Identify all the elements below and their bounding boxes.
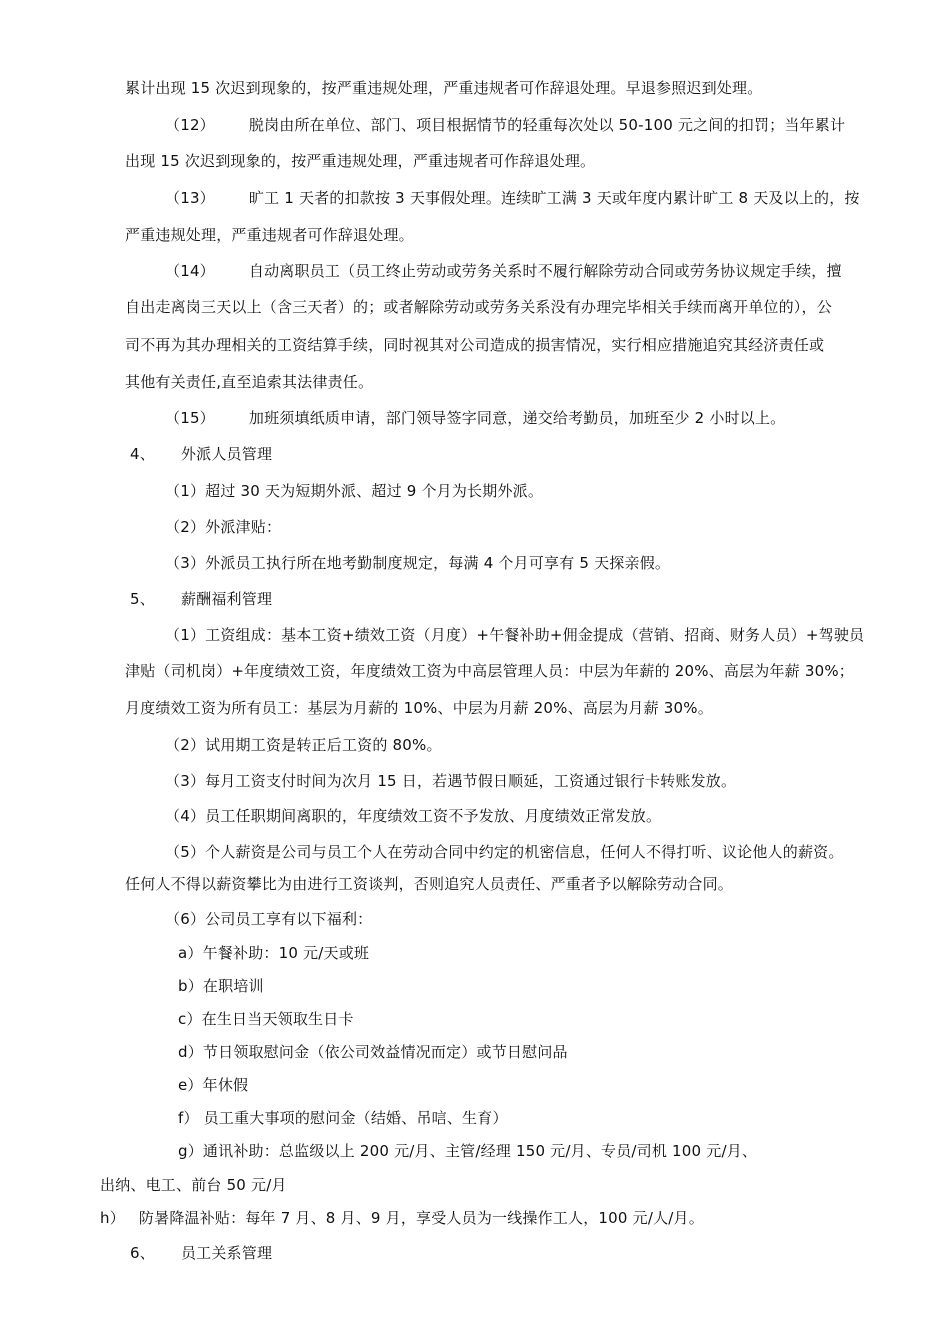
item-13-line-2: 严重违规处理，严重违规者可作辞退处理。: [125, 226, 414, 244]
item-14-line-4: 其他有关责任,直至追索其法律责任。: [125, 373, 374, 391]
benefit-g: g）通讯补助：总监级以上 200 元/月、主管/经理 150 元/月、专员/司机 100 元/月、: [178, 1142, 758, 1160]
section-5-item-3: （3）每月工资支付时间为次月 15 日，若遇节假日顺延，工资通过银行卡转账发放。: [165, 772, 737, 790]
section-6-heading: [130, 1243, 272, 1263]
item-12-line-1: [165, 115, 845, 135]
item-12-number: （12）: [165, 116, 215, 134]
section-6-number: 6、: [130, 1244, 155, 1262]
section-5-item-1-line-1: （1）工资组成：基本工资+绩效工资（月度）+午餐补助+佣金提成（营销、招商、财务人员）+驾驶员: [165, 626, 865, 644]
item-14-line-2: 自出走离岗三天以上（含三天者）的；或者解除劳动或劳务关系没有办理完毕相关手续而离开单位的），公: [125, 298, 832, 316]
section-5-heading: [130, 589, 272, 609]
section-5-title: 薪酬福利管理: [180, 590, 273, 608]
benefit-a: a）午餐补助：10 元/天或班: [178, 944, 370, 962]
section-5-item-6: （6）公司员工享有以下福利：: [165, 910, 373, 928]
benefit-g-continuation: 出纳、电工、前台 50 元/月: [100, 1176, 287, 1194]
item-13-text: 旷工 1 天者的扣款按 3 天事假处理。连续旷工满 3 天或年度内累计旷工 8 天及以上的，按: [248, 189, 860, 207]
section-5-item-1-line-2: 津贴（司机岗）+年度绩效工资，年度绩效工资为中高层管理人员：中层为年薪的 20%、高层为年薪 30%；: [125, 662, 854, 680]
section-4-title: 外派人员管理: [180, 445, 273, 463]
section-4-number: 4、: [130, 445, 155, 463]
item-12-line-2: 出现 15 次迟到现象的，按严重违规处理，严重违规者可作辞退处理。: [125, 152, 596, 170]
paragraph-11-tail: 累计出现 15 次迟到现象的，按严重违规处理，严重违规者可作辞退处理。早退参照迟到处理。: [125, 79, 763, 97]
item-14-line-3: 司不再为其办理相关的工资结算手续，同时视其对公司造成的损害情况，实行相应措施追究其经济责任或: [125, 336, 825, 354]
section-4-item-3: （3）外派员工执行所在地考勤制度规定，每满 4 个月可享有 5 天探亲假。: [165, 554, 671, 572]
benefit-e: e）年休假: [178, 1076, 249, 1094]
item-14-text: 自动离职员工（员工终止劳动或劳务关系时不履行解除劳动合同或劳务协议规定手续，擅: [248, 262, 842, 280]
section-4-item-2: （2）外派津贴：: [165, 518, 282, 536]
section-5-item-1-line-3: 月度绩效工资为所有员工：基层为月薪的 10%、中层为月薪 20%、高层为月薪 30%。: [125, 699, 713, 717]
benefit-h-number: h）: [100, 1209, 125, 1227]
section-6-title: 员工关系管理: [180, 1244, 273, 1262]
section-5-item-2: （2）试用期工资是转正后工资的 80%。: [165, 736, 442, 754]
section-5-number: 5、: [130, 590, 155, 608]
section-4-heading: [130, 444, 272, 464]
item-15-text: 加班须填纸质申请，部门领导签字同意，递交给考勤员，加班至少 2 小时以上。: [248, 409, 786, 427]
benefit-h-text: 防暑降温补贴：每年 7 月、8 月、9 月，享受人员为一线操作工人，100 元/人/月。: [138, 1209, 704, 1227]
benefit-d: d）节日领取慰问金（依公司效益情况而定）或节日慰问品: [178, 1043, 568, 1061]
item-14-number: （14）: [165, 262, 215, 280]
item-14-line-1: [165, 261, 842, 281]
benefit-h: [100, 1208, 704, 1228]
item-15-line-1: [165, 408, 785, 428]
section-5-item-5-line-1: （5）个人薪资是公司与员工个人在劳动合同中约定的机密信息，任何人不得打听、议论他人的薪资。: [165, 843, 844, 861]
benefit-c: c）在生日当天领取生日卡: [178, 1010, 354, 1028]
benefit-f: f） 员工重大事项的慰问金（结婚、吊唁、生育）: [178, 1109, 508, 1127]
section-5-item-5-line-2: 任何人不得以薪资攀比为由进行工资谈判，否则追究人员责任、严重者予以解除劳动合同。: [125, 875, 734, 893]
item-12-text: 脱岗由所在单位、部门、项目根据情节的轻重每次处以 50-100 元之间的扣罚；当年累计: [248, 116, 846, 134]
item-13-line-1: [165, 188, 860, 208]
benefit-b: b）在职培训: [178, 977, 264, 995]
item-15-number: （15）: [165, 409, 215, 427]
section-5-item-4: （4）员工任职期间离职的，年度绩效工资不予发放、月度绩效正常发放。: [165, 807, 662, 825]
section-4-item-1: （1）超过 30 天为短期外派、超过 9 个月为长期外派。: [165, 482, 544, 500]
item-13-number: （13）: [165, 189, 215, 207]
